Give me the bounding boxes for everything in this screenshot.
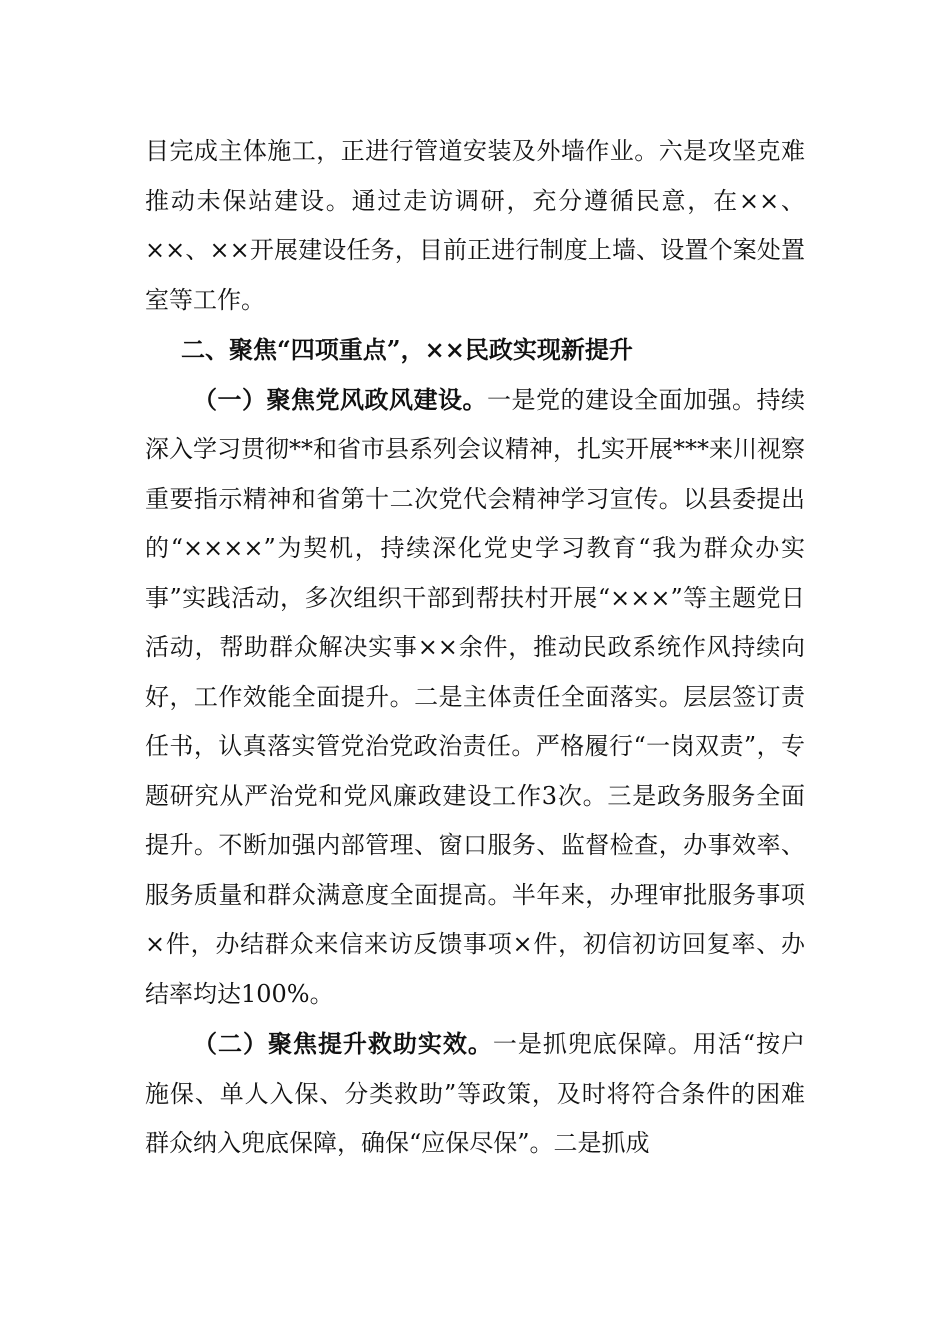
subsection-body-relief: 一是抓兜底保障。用活“按户施保、单人入保、分类救助”等政策，及时将符合条件的困难群众纳入兜底保障，确保“应保尽保”。二是抓成 xyxy=(145,1030,805,1157)
subsection-body-party-style: 一是党的建设全面加强。持续深入学习贯彻**和省市县系列会议精神，扎实开展***来川视察重要指示精神和省第十二次党代会精神学习宣传。以县委提出的“××××”为契机，持续深化党史学习教育“我为群众办实事”实践活动，多次组织干部到帮扶村开展“×××”等主题党日活动，帮助群众解决实事××余件，推动民政系统作风持续向好，工作效能全面提升。二是主体责任全面落实。层层签订责任书，认真落实管党治党政治责任。严格履行“一岗双责”，专题研究从严治党和党风廉政建设工作3次。三是政务服务全面提升。不断加强内部管理、窗口服务、监督检查，办事效率、服务质量和群众满意度全面提高。半年来，办理审批服务事项×件，办结群众来信来访反馈事项×件，初信初访回复率、办结率均达100%。 xyxy=(145,385,805,1008)
paragraph-continuation: 目完成主体施工，正进行管道安装及外墙作业。六是攻坚克难推动未保站建设。通过走访调研，充分遵循民意，在××、××、××开展建设任务，目前正进行制度上墙、设置个案处置室等工作。 xyxy=(145,137,805,314)
paragraph-party-style xyxy=(145,375,805,1020)
section-heading: 二、聚焦“四项重点”，××民政实现新提升 xyxy=(181,335,633,364)
subsection-title-relief: （二）聚焦提升救助实效。 xyxy=(193,1029,493,1058)
subsection-title-party-style: （一）聚焦党风政风建设。 xyxy=(193,384,487,414)
document-body xyxy=(145,127,805,1169)
paragraph-relief xyxy=(145,1019,805,1169)
